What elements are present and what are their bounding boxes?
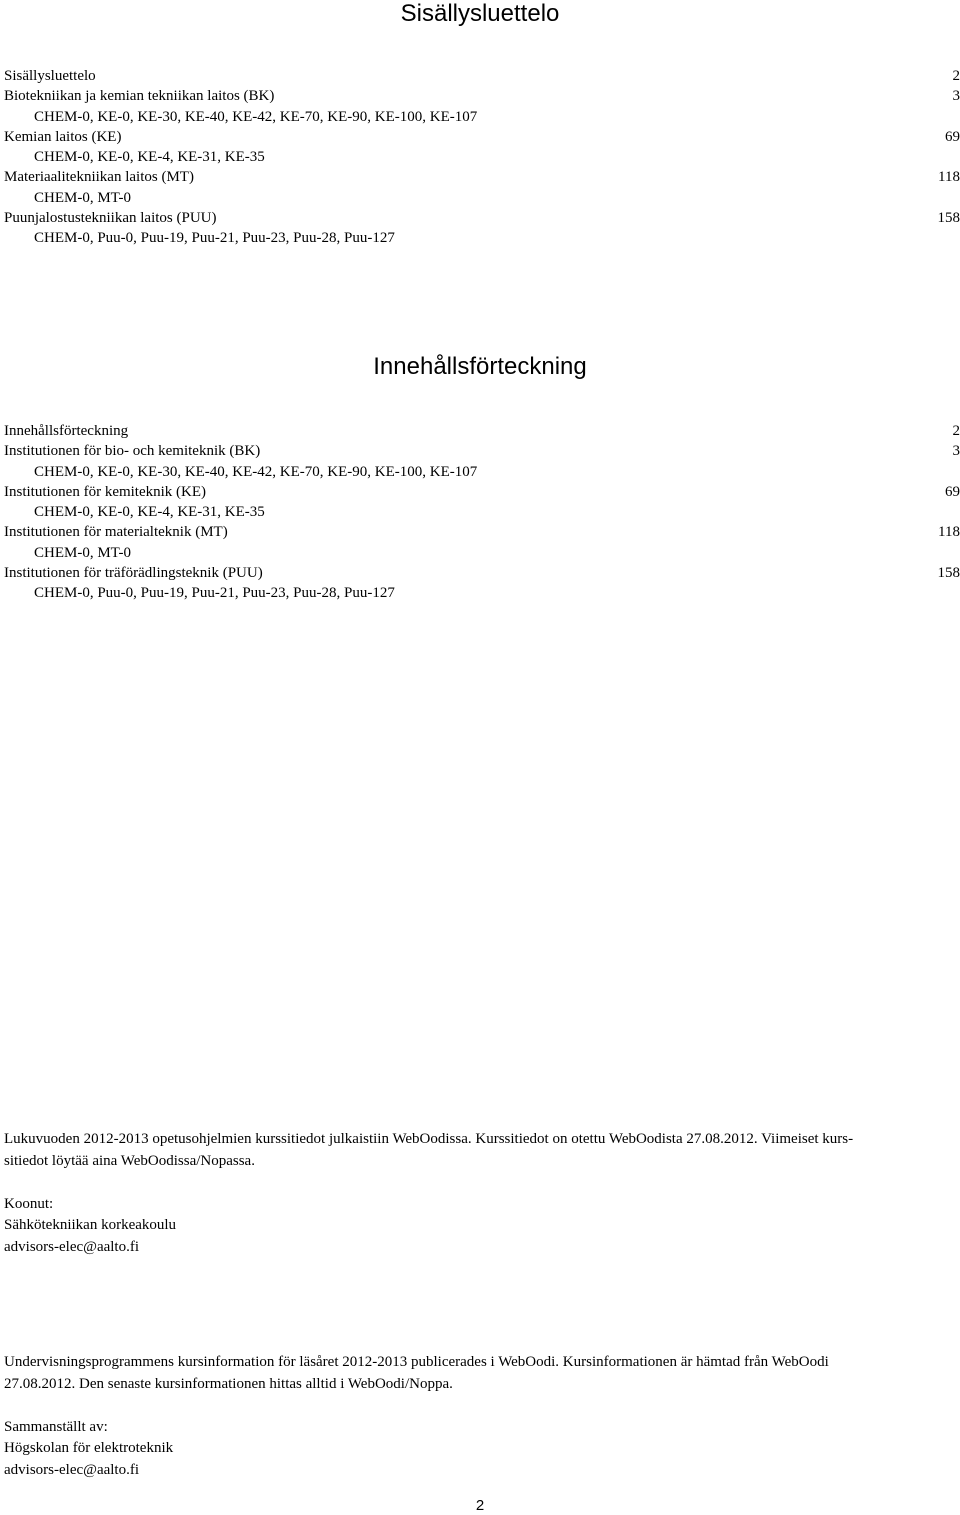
toc-entry-title: Kemian laitos (KE)	[4, 128, 122, 145]
toc-subentry-title: CHEM-0, KE-0, KE-4, KE-31, KE-35	[34, 504, 265, 521]
compiler-name: Sähkötekniikan korkeakoulu	[4, 1217, 177, 1233]
toc-entry-page: 3	[952, 443, 960, 460]
contact-email[interactable]: advisors-elec@aalto.fi	[4, 1461, 140, 1478]
toc-entry[interactable]	[4, 208, 960, 228]
toc-entry-title: Institutionen för träförädlingsteknik (PUU)	[4, 565, 263, 582]
toc-entry-page: 118	[938, 169, 960, 186]
toc-entry-title: Biotekniikan ja kemian tekniikan laitos (BK)	[4, 88, 275, 105]
toc-entry-title: Sisällysluettelo	[4, 68, 96, 84]
toc-subentry	[4, 462, 960, 482]
note-line: 27.08.2012. Den senaste kursinformationen hittas alltid i WebOodi/Noppa.	[4, 1375, 453, 1392]
compiled-label: Sammanställt av:	[4, 1418, 108, 1435]
toc-entry-page: 69	[945, 483, 960, 500]
toc-entry-title: Materiaalitekniikan laitos (MT)	[4, 169, 194, 186]
compiler-name: Högskolan för elektroteknik	[4, 1440, 174, 1456]
fi-toc-heading: Sisällysluettelo	[400, 0, 560, 27]
note-line: Undervisningsprogrammens kursinformation för läsåret 2012-2013 publicerades i WebOodi. Kursinformationen är hämtad från WebOodi	[4, 1354, 829, 1370]
toc-subentry	[4, 188, 960, 208]
toc-subentry	[4, 543, 960, 563]
sv-toc-list	[4, 421, 960, 604]
toc-subentry-title: CHEM-0, KE-0, KE-30, KE-40, KE-42, KE-70, KE-90, KE-100, KE-107	[34, 463, 478, 480]
note-line: Lukuvuoden 2012-2013 opetusohjelmien kurssitiedot julkaistiin WebOodissa. Kurssitiedot on otettu WebOodista 27.08.2012. Viimeiset kurs-	[4, 1131, 854, 1147]
fi-toc-list	[4, 66, 960, 249]
contact-email[interactable]: advisors-elec@aalto.fi	[4, 1238, 140, 1255]
sv-toc-heading: Innehållsförteckning	[373, 353, 587, 380]
toc-entry[interactable]	[4, 86, 960, 106]
note-line: sitiedot löytää aina WebOodissa/Nopassa.	[4, 1152, 255, 1169]
toc-subentry	[4, 107, 960, 127]
toc-entry-page: 2	[952, 423, 960, 439]
toc-entry[interactable]	[4, 522, 960, 542]
toc-entry-page: 3	[952, 88, 960, 105]
toc-entry-page: 69	[945, 128, 960, 145]
toc-entry-title: Institutionen för kemiteknik (KE)	[4, 483, 207, 500]
toc-entry[interactable]	[4, 421, 960, 441]
toc-entry-page: 158	[937, 210, 960, 227]
toc-entry-title: Puunjalostustekniikan laitos (PUU)	[4, 210, 217, 227]
toc-subentry-title: CHEM-0, KE-0, KE-4, KE-31, KE-35	[34, 149, 265, 166]
toc-entry-page: 118	[938, 524, 960, 541]
toc-subentry	[4, 147, 960, 167]
toc-entry-page: 158	[937, 565, 960, 582]
toc-entry[interactable]	[4, 563, 960, 583]
toc-subentry-title: CHEM-0, MT-0	[34, 544, 131, 561]
toc-subentry-title: CHEM-0, KE-0, KE-30, KE-40, KE-42, KE-70, KE-90, KE-100, KE-107	[34, 108, 478, 125]
toc-entry-title: Innehållsförteckning	[4, 423, 129, 439]
toc-entry-page: 2	[952, 68, 960, 84]
toc-subentry	[4, 502, 960, 522]
toc-entry-title: Institutionen för materialteknik (MT)	[4, 524, 228, 541]
toc-entry[interactable]	[4, 441, 960, 461]
fi-publication-note	[4, 1129, 958, 1258]
toc-subentry-title: CHEM-0, MT-0	[34, 189, 131, 206]
toc-entry[interactable]	[4, 167, 960, 187]
page-number: 2	[475, 1497, 485, 1514]
toc-subentry	[4, 583, 960, 603]
compiled-label: Koonut:	[4, 1195, 54, 1212]
sv-publication-note	[4, 1352, 958, 1481]
toc-subentry	[4, 228, 960, 248]
toc-subentry-title: CHEM-0, Puu-0, Puu-19, Puu-21, Puu-23, Puu-28, Puu-127	[34, 230, 395, 247]
toc-entry[interactable]	[4, 66, 960, 86]
toc-entry[interactable]	[4, 482, 960, 502]
toc-entry-title: Institutionen för bio- och kemiteknik (BK)	[4, 443, 261, 460]
toc-subentry-title: CHEM-0, Puu-0, Puu-19, Puu-21, Puu-23, Puu-28, Puu-127	[34, 585, 395, 602]
toc-entry[interactable]	[4, 127, 960, 147]
